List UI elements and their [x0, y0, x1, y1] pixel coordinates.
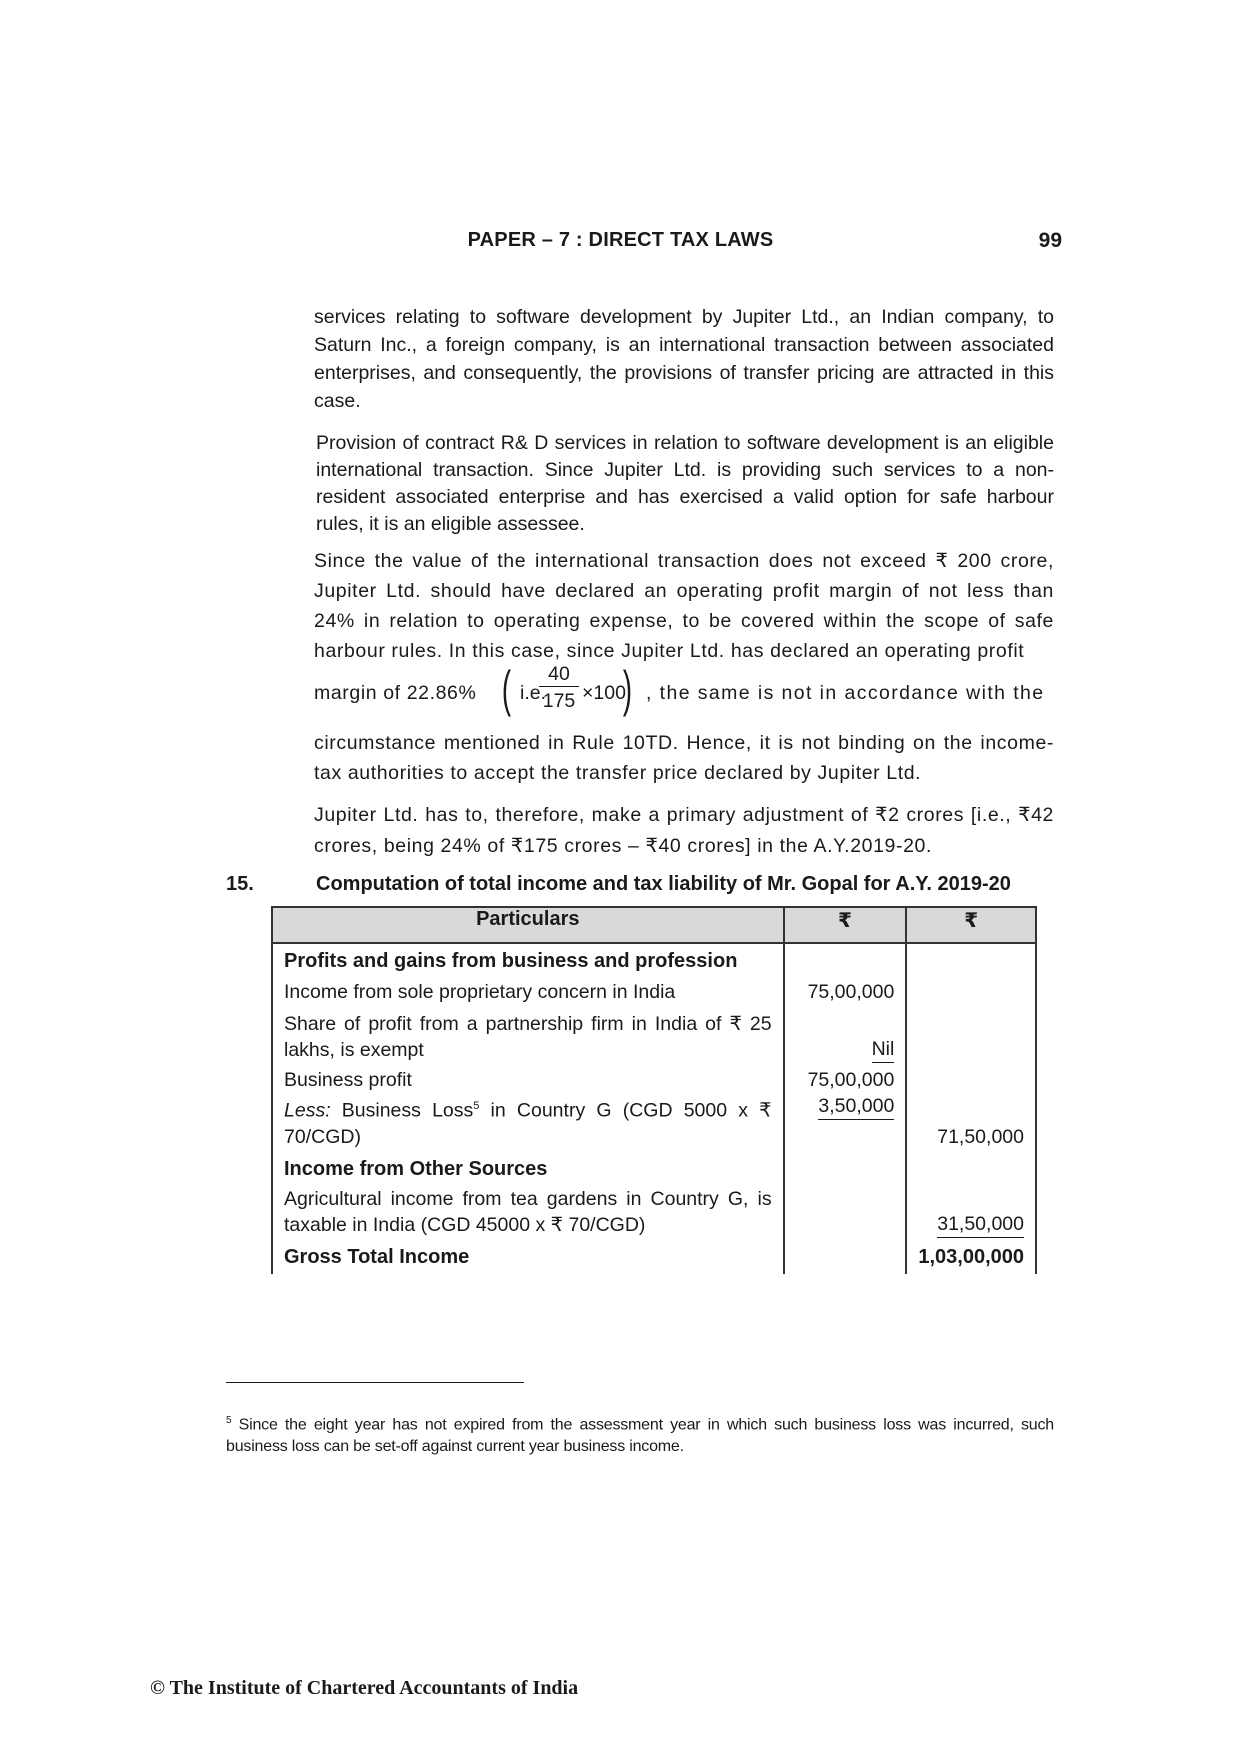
business-loss-amount-value: 3,50,000 [818, 1093, 894, 1120]
paragraph-rule-10td: circumstance mentioned in Rule 10TD. Hence, it is not binding on the income-tax authorities to accept the transfer price declared by Jupiter Ltd. [314, 732, 1054, 784]
left-parenthesis: ( [501, 661, 512, 717]
empty-cell [784, 1150, 907, 1182]
footnote [226, 1410, 1054, 1458]
right-parenthesis: ) [622, 661, 633, 717]
empty-cell [784, 1182, 907, 1238]
agricultural-total-value: 31,50,000 [937, 1211, 1024, 1238]
header-rupee-2: ₹ [906, 907, 1036, 943]
formula-fraction [539, 662, 579, 713]
paragraph-safe-harbour: Since the value of the international transaction does not exceed ₹ 200 crore, Jupiter Ltd. should have declared an operating profit margin of not less than 24% in relation to operating expense, to be covered within the scope of safe harbour rules. In this case, since Jupiter Ltd. has declared an operating profit [314, 550, 1054, 662]
table-row [272, 1182, 1036, 1238]
header-particulars: Particulars [272, 907, 784, 943]
formula-ie: i.e. [520, 682, 547, 704]
formula-line [314, 662, 1054, 722]
table-row [272, 943, 1036, 974]
header-rupee-1: ₹ [784, 907, 907, 943]
row-agricultural-total [906, 1182, 1036, 1238]
table-row [272, 1005, 1036, 1063]
paragraph-eligible-assessee: Provision of contract R& D services in relation to software development is an eligible international transaction. Since Jupiter Ltd. is providing such services to a non-resident associated enterprise and has exercised a valid option for safe harbour rules, it is an eligible assessee. [316, 432, 1054, 535]
row-business-loss-label [272, 1093, 784, 1150]
page-header-title: PAPER – 7 : DIRECT TAX LAWS [467, 229, 774, 251]
fraction-numerator: 40 [539, 662, 579, 687]
copyright-footer: © The Institute of Chartered Accountants of India [150, 1677, 579, 1699]
row-agricultural-label: Agricultural income from tea gardens in Country G, is taxable in India (CGD 45000 x ₹ 70/CGD) [272, 1182, 784, 1238]
formula-right-text: , the same is not in accordance with the [646, 682, 1045, 704]
row-sole-proprietary-label: Income from sole proprietary concern in India [272, 974, 784, 1005]
empty-cell [906, 1005, 1036, 1063]
empty-cell [906, 943, 1036, 974]
table-row [272, 1093, 1036, 1150]
row-business-total: 71,50,000 [906, 1093, 1036, 1150]
table-row [272, 1150, 1036, 1182]
empty-cell [906, 1063, 1036, 1093]
formula-multiplier: ×100 [582, 682, 626, 704]
less-label: Less: [284, 1099, 331, 1122]
empty-cell [784, 1238, 907, 1274]
table-row [272, 1238, 1036, 1274]
page-number: 99 [1038, 229, 1062, 252]
table-row [272, 1063, 1036, 1093]
business-loss-text-a: Business Loss [330, 1099, 474, 1122]
row-business-loss-amount [784, 1093, 907, 1150]
row-gti-total: 1,03,00,000 [906, 1238, 1036, 1274]
formula-left-text: margin of 22.86% [314, 682, 477, 704]
section-other-sources-heading: Income from Other Sources [272, 1150, 784, 1182]
empty-cell [906, 974, 1036, 1005]
fraction-denominator: 175 [542, 690, 576, 712]
business-loss-text-b: in Country G (CGD 5000 x ₹ 70/CGD) [284, 1099, 772, 1148]
row-partnership-label: Share of profit from a partnership firm in India of ₹ 25 lakhs, is exempt [272, 1005, 784, 1063]
footnote-divider [226, 1382, 524, 1383]
row-business-profit-amount: 75,00,000 [784, 1063, 907, 1093]
question-number: 15. [226, 873, 254, 895]
paragraph-primary-adjustment: Jupiter Ltd. has to, therefore, make a primary adjustment of ₹2 crores [i.e., ₹42 crores, being 24% of ₹175 crores – ₹40 crores] in the A.Y.2019-20. [314, 804, 1054, 857]
question-heading: Computation of total income and tax liability of Mr. Gopal for A.Y. 2019-20 [316, 873, 1011, 895]
footnote-reference: 5 [473, 1100, 480, 1112]
empty-cell [906, 1150, 1036, 1182]
partnership-amount-value: Nil [872, 1036, 895, 1063]
row-partnership-amount [784, 1005, 907, 1063]
footnote-text: Since the eight year has not expired from the assessment year in which such business loss was incurred, such business loss can be set-off against current year business income. [226, 1416, 1054, 1456]
table-header-row [272, 907, 1036, 943]
row-business-profit-label: Business profit [272, 1063, 784, 1093]
row-gti-label: Gross Total Income [272, 1238, 784, 1274]
row-sole-proprietary-amount: 75,00,000 [784, 974, 907, 1005]
section-business-heading: Profits and gains from business and profession [272, 943, 784, 974]
paragraph-transfer-pricing: services relating to software development by Jupiter Ltd., an Indian company, to Saturn Inc., a foreign company, is an international transaction between associated enterprises, and consequently, the provisions of transfer pricing are attracted in this case. [314, 306, 1054, 412]
computation-table [271, 906, 1037, 1274]
table-row [272, 974, 1036, 1005]
empty-cell [784, 943, 907, 974]
footnote-marker: 5 [226, 1415, 232, 1426]
